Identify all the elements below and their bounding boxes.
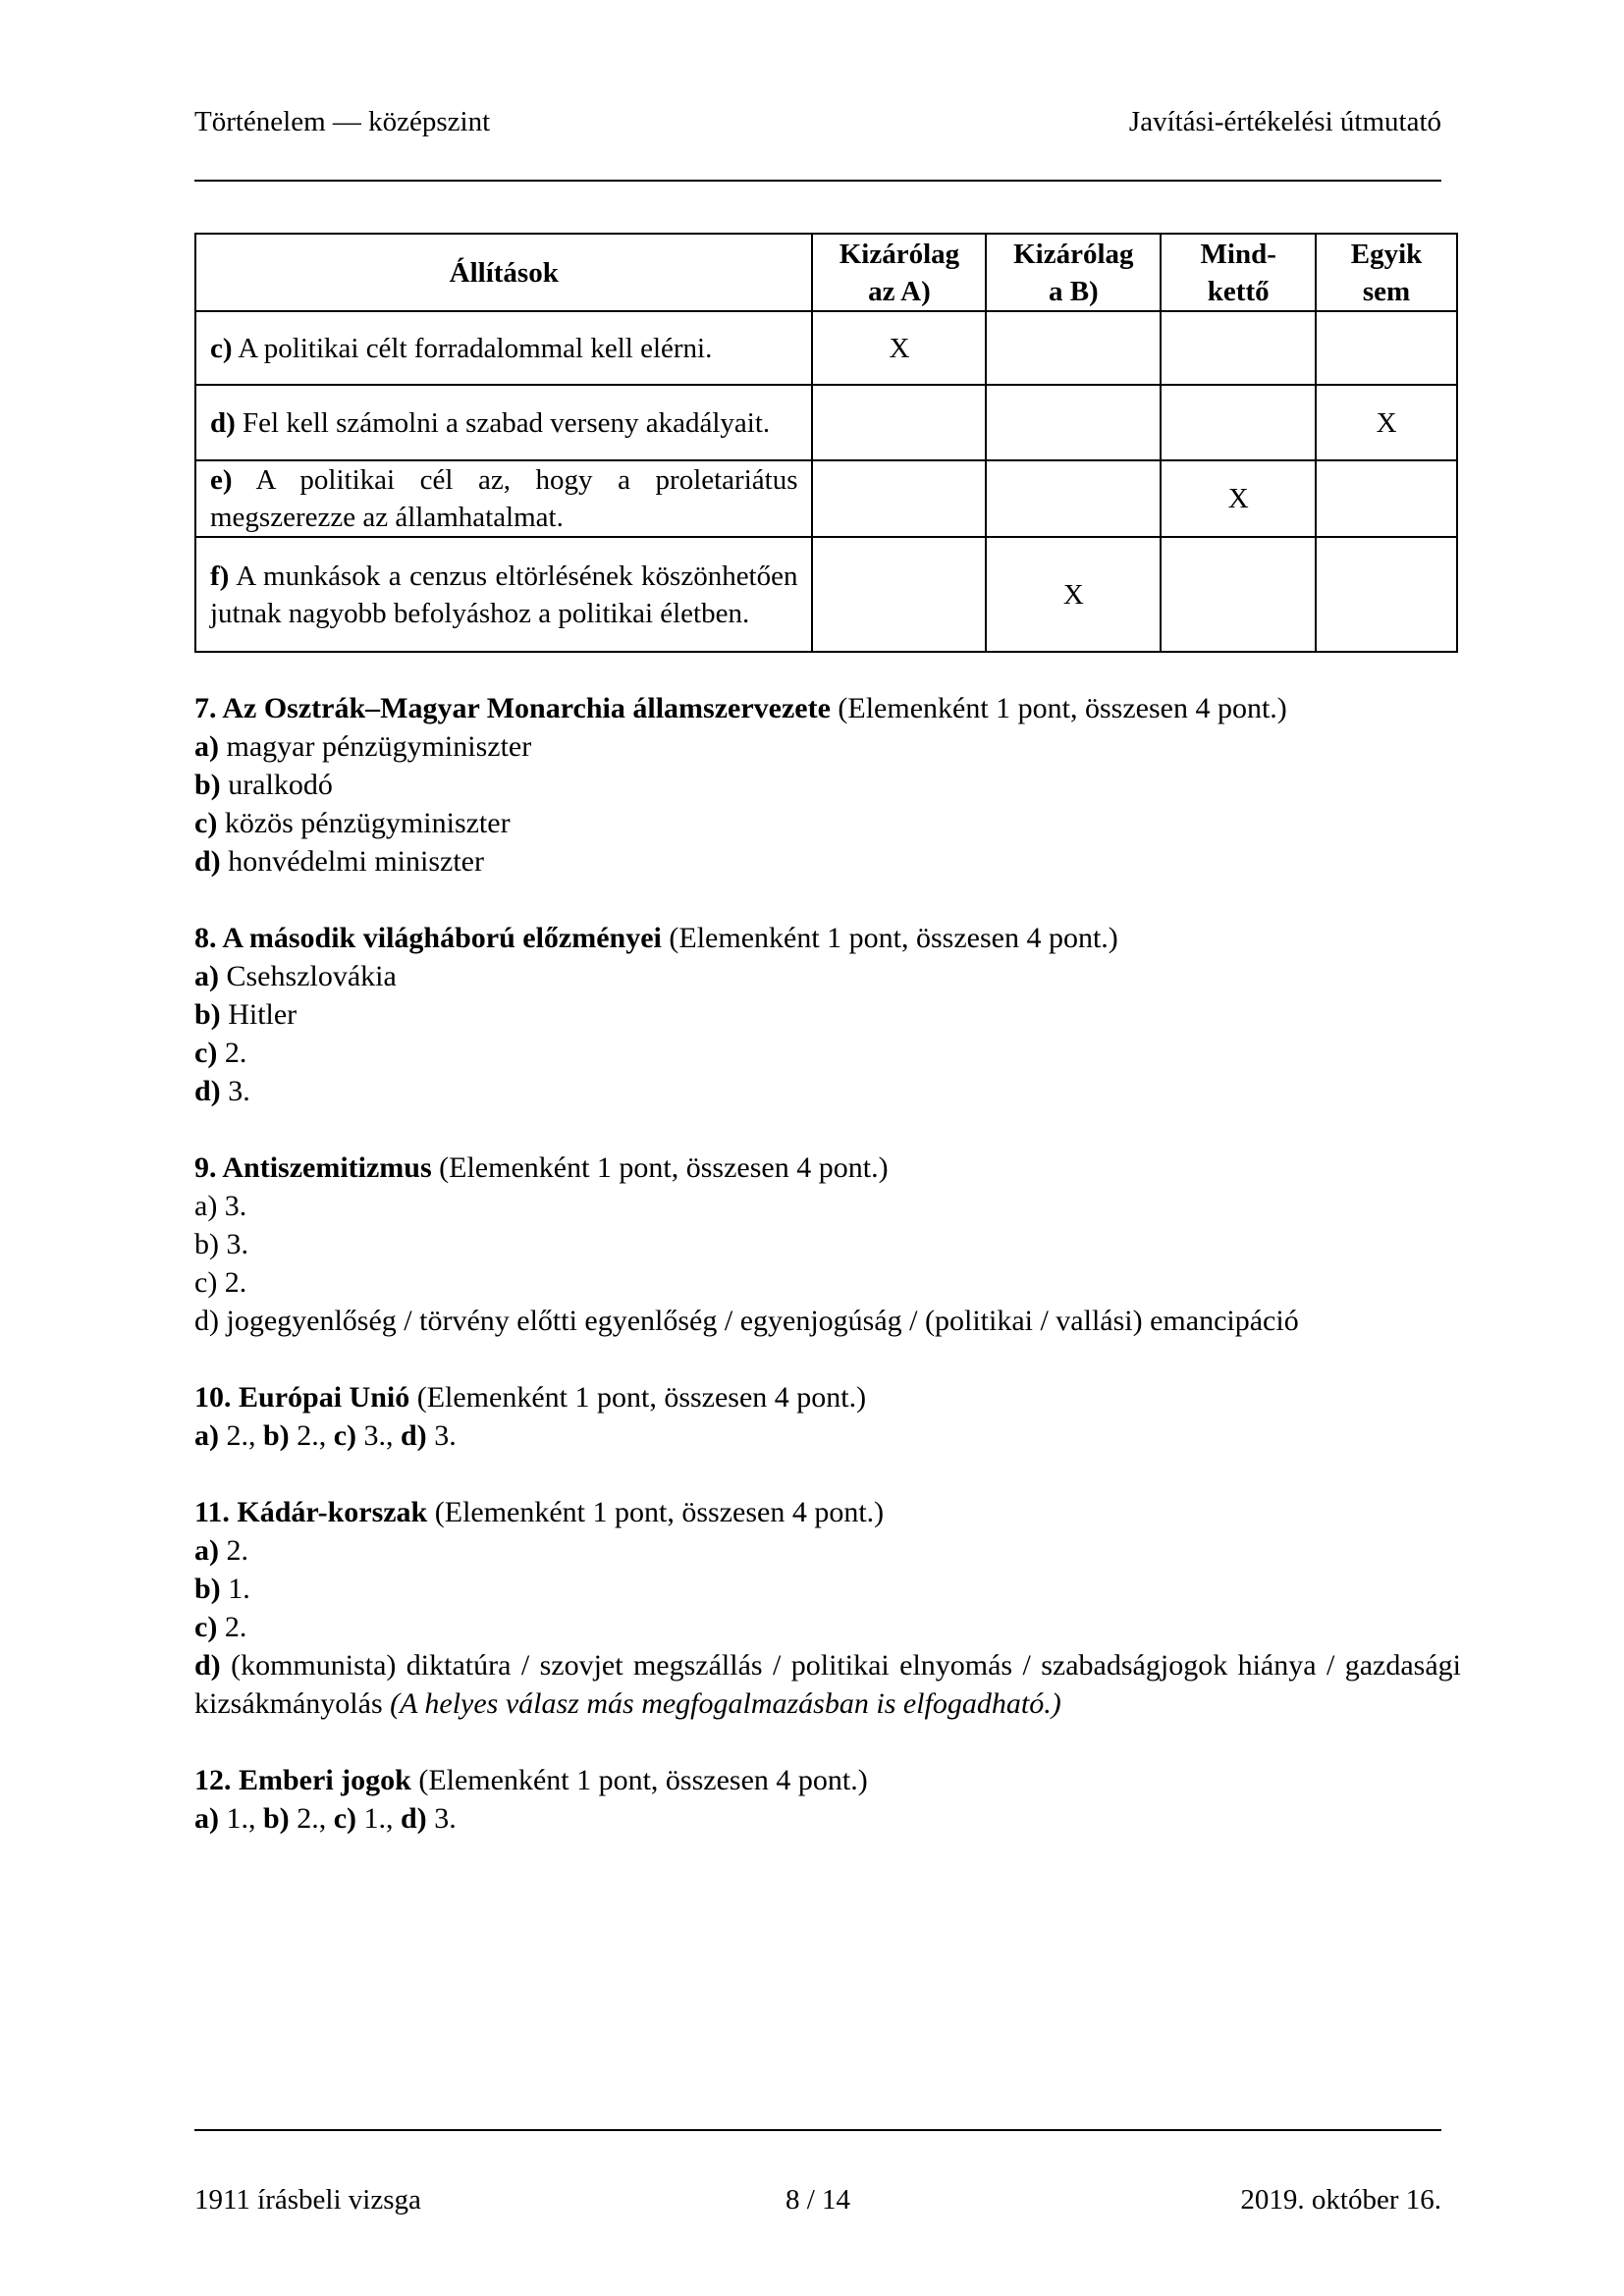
- table-header-cell: [812, 234, 986, 311]
- section-title-text: A második világháború előzményei: [222, 922, 662, 954]
- answer-text: 2.: [217, 1037, 247, 1069]
- answer-text: 3.: [220, 1075, 250, 1107]
- table-row: [195, 460, 1457, 537]
- section-number: 10.: [194, 1381, 232, 1414]
- statement-label: d): [210, 406, 236, 439]
- section-heading: [194, 689, 1461, 727]
- statement-text: A munkások a cenzus eltörlésének köszönhetően jutnak nagyobb befolyáshoz a politikai életben.: [210, 560, 798, 629]
- section-points: (Elemenként 1 pont, összesen 4 pont.): [416, 1381, 867, 1414]
- table-header-cell: [986, 234, 1161, 311]
- table-row: [195, 311, 1457, 385]
- table-header-text: Kizárólag: [1013, 238, 1134, 270]
- mark-cell: [1161, 537, 1316, 652]
- answer-label: b): [263, 1802, 290, 1835]
- answer-line: [194, 1799, 1461, 1838]
- table-header-text: a B): [1048, 275, 1099, 307]
- section-title: [194, 1764, 411, 1796]
- table-body: [195, 311, 1457, 652]
- answer-note: (A helyes válasz más megfogalmazásban is elfogadható.): [390, 1687, 1061, 1720]
- answer-label: c): [194, 1037, 218, 1069]
- table-header-cell: [195, 234, 812, 311]
- mark-cell: X: [1316, 385, 1457, 460]
- answer-text: honvédelmi miniszter: [220, 845, 484, 878]
- section-points: (Elemenként 1 pont, összesen 4 pont.): [418, 1764, 868, 1796]
- section-number: 9.: [194, 1151, 217, 1184]
- statement-label: e): [210, 464, 233, 496]
- answer-line: [194, 1608, 1461, 1646]
- footer-date: 2019. október 16.: [1240, 2184, 1441, 2216]
- mark-cell: [812, 460, 986, 537]
- section-heading: [194, 919, 1461, 957]
- page-header: [194, 106, 1441, 138]
- answer-label: a): [194, 1419, 219, 1452]
- answer-label: a): [194, 1534, 219, 1567]
- table-row: [195, 385, 1457, 460]
- answer-label: d): [194, 1649, 221, 1682]
- table-header-text: Egyik: [1350, 238, 1423, 270]
- answer-line: [194, 1570, 1461, 1608]
- claims-table: [194, 233, 1458, 653]
- answer-line: [194, 1646, 1469, 1723]
- header-subject: Történelem — középszint: [194, 106, 491, 137]
- answer-line: [194, 842, 1461, 881]
- mark-cell: [812, 385, 986, 460]
- header-divider: [194, 180, 1441, 182]
- mark-cell: [986, 311, 1161, 385]
- answer-label: d): [194, 1075, 221, 1107]
- section-title: [194, 922, 662, 954]
- answer-line: [194, 1225, 1461, 1263]
- answer-text: 2.,: [289, 1419, 334, 1452]
- answer-line: [194, 1034, 1461, 1072]
- mark-cell: [986, 385, 1161, 460]
- answer-text: 1.,: [356, 1802, 401, 1835]
- table-row: [195, 537, 1457, 652]
- mark-cell: X: [986, 537, 1161, 652]
- mark-cell: [812, 537, 986, 652]
- section-heading: [194, 1148, 1461, 1187]
- statement-cell: [195, 385, 812, 460]
- answer-label: a): [194, 960, 219, 992]
- answer-section: [194, 1378, 1461, 1455]
- table-header-text: Mind-: [1200, 238, 1276, 270]
- answer-label: c): [194, 1611, 218, 1643]
- section-number: 11.: [194, 1496, 230, 1528]
- table-header-text: Állítások: [449, 256, 559, 289]
- answer-text: 1.: [220, 1573, 250, 1605]
- answer-line: [194, 1302, 1461, 1340]
- footer-page-number: 8 / 14: [785, 2184, 851, 2216]
- answer-label: d): [401, 1802, 427, 1835]
- section-number: 8.: [194, 922, 217, 954]
- section-heading: [194, 1493, 1461, 1531]
- table-header-cell: [1316, 234, 1457, 311]
- table-header-cell: [1161, 234, 1316, 311]
- section-title-text: Emberi jogok: [239, 1764, 411, 1796]
- header-doc-type: Javítási-értékelési útmutató: [1128, 106, 1441, 137]
- mark-cell: [986, 460, 1161, 537]
- section-title-text: Európai Unió: [239, 1381, 410, 1414]
- answer-text: 3.,: [356, 1419, 401, 1452]
- answer-text: 3.: [426, 1419, 457, 1452]
- section-heading: [194, 1761, 1461, 1799]
- section-number: 12.: [194, 1764, 232, 1796]
- table-header-text: sem: [1362, 275, 1411, 307]
- answer-line: [194, 766, 1461, 804]
- mark-cell: [1161, 385, 1316, 460]
- footer-exam-id: 1911 írásbeli vizsga: [194, 2184, 421, 2216]
- answer-text: Hitler: [220, 998, 298, 1031]
- mark-cell: X: [812, 311, 986, 385]
- answer-text: 1.,: [219, 1802, 263, 1835]
- answer-line: [194, 957, 1461, 995]
- statement-label: c): [210, 332, 233, 364]
- mark-cell: [1316, 311, 1457, 385]
- statement-text: A politikai cél az, hogy a proletariátus megszerezze az államhatalmat.: [210, 464, 798, 533]
- section-title-text: Az Osztrák–Magyar Monarchia államszervezete: [222, 692, 831, 724]
- answer-text: közös pénzügyminiszter: [217, 807, 511, 839]
- answer-label: c): [194, 807, 218, 839]
- section-title-text: Kádár-korszak: [237, 1496, 428, 1528]
- answer-text: 2.,: [289, 1802, 334, 1835]
- answer-text: a) 3.: [194, 1190, 247, 1222]
- section-title: [194, 1496, 427, 1528]
- answer-section: [194, 1148, 1461, 1340]
- mark-cell: X: [1161, 460, 1316, 537]
- answer-label: d): [401, 1419, 427, 1452]
- answer-sections: [194, 689, 1469, 1876]
- answer-label: c): [333, 1419, 356, 1452]
- answer-label: b): [194, 769, 221, 801]
- section-points: (Elemenként 1 pont, összesen 4 pont.): [439, 1151, 889, 1184]
- answer-line: [194, 1263, 1461, 1302]
- section-points: (Elemenként 1 pont, összesen 4 pont.): [669, 922, 1118, 954]
- answer-line: [194, 1416, 1461, 1455]
- section-points: (Elemenként 1 pont, összesen 4 pont.): [434, 1496, 885, 1528]
- answer-text: Csehszlovákia: [219, 960, 397, 992]
- answer-section: [194, 689, 1461, 881]
- answer-text: b) 3.: [194, 1228, 248, 1260]
- answer-text: d) jogegyenlőség / törvény előtti egyenlőség / egyenjogúság / (politikai / vallási) emancipáció: [194, 1305, 1299, 1337]
- section-title: [194, 692, 831, 724]
- answer-label: b): [263, 1419, 290, 1452]
- statement-text: Fel kell számolni a szabad verseny akadályait.: [243, 406, 771, 439]
- table-header-text: Kizárólag: [839, 238, 960, 270]
- mark-cell: [1161, 311, 1316, 385]
- statement-text: A politikai célt forradalommal kell elérni.: [238, 332, 713, 364]
- answer-text: 2.: [219, 1534, 248, 1567]
- answer-line: [194, 1072, 1461, 1110]
- table-header-text: kettő: [1207, 275, 1270, 307]
- table-header-row: [195, 234, 1457, 311]
- answer-line: [194, 1531, 1461, 1570]
- answer-label: d): [194, 845, 221, 878]
- answer-label: c): [333, 1802, 356, 1835]
- answer-line: [194, 804, 1461, 842]
- mark-cell: [1316, 460, 1457, 537]
- answer-label: a): [194, 1802, 219, 1835]
- section-heading: [194, 1378, 1461, 1416]
- answer-text: c) 2.: [194, 1266, 247, 1299]
- statement-cell: [195, 537, 812, 652]
- answer-label: a): [194, 730, 219, 763]
- table-header-text: az A): [868, 275, 931, 307]
- answer-section: [194, 1761, 1461, 1838]
- section-title: [194, 1381, 409, 1414]
- section-title: [194, 1151, 432, 1184]
- answer-text: magyar pénzügyminiszter: [219, 730, 532, 763]
- answer-section: [194, 919, 1461, 1110]
- answer-line: [194, 995, 1461, 1034]
- answer-text: 2.,: [219, 1419, 263, 1452]
- section-title-text: Antiszemitizmus: [222, 1151, 432, 1184]
- section-number: 7.: [194, 692, 217, 724]
- answer-text: uralkodó: [220, 769, 333, 801]
- footer-divider: [194, 2129, 1441, 2131]
- answer-text: 3.: [426, 1802, 457, 1835]
- answer-label: b): [194, 998, 221, 1031]
- answer-label: b): [194, 1573, 221, 1605]
- answer-text: (kommunista) diktatúra / szovjet megszállás / politikai elnyomás / szabadságjogok hiánya / gazdasági kizsákmányolás: [194, 1649, 1469, 1720]
- answer-section: [194, 1493, 1469, 1723]
- answer-text: 2.: [217, 1611, 247, 1643]
- statement-label: f): [210, 560, 230, 592]
- statement-cell: [195, 311, 812, 385]
- section-points: (Elemenként 1 pont, összesen 4 pont.): [838, 692, 1287, 724]
- statement-cell: [195, 460, 812, 537]
- answer-line: [194, 1187, 1461, 1225]
- mark-cell: [1316, 537, 1457, 652]
- answer-line: [194, 727, 1461, 766]
